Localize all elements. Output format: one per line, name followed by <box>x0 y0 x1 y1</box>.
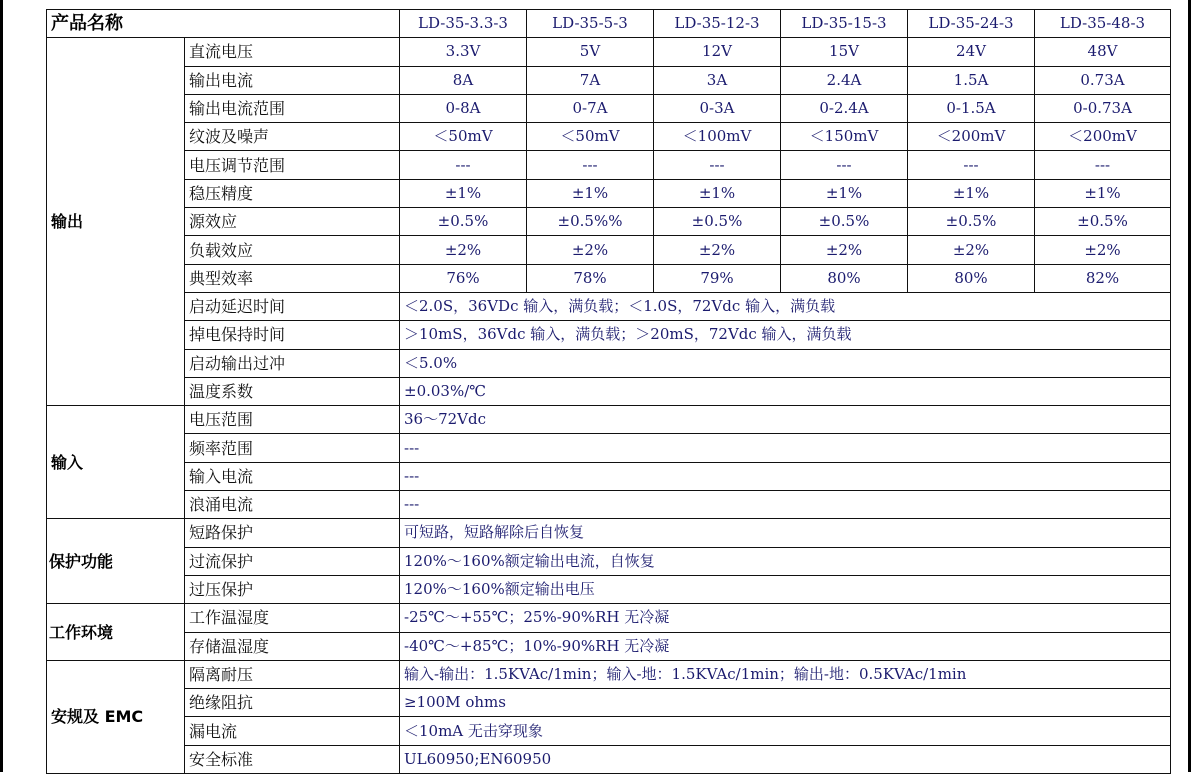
table-cell: ±2% <box>654 236 781 264</box>
table-cell: ±2% <box>400 236 527 264</box>
table-cell: ±1% <box>654 179 781 207</box>
table-row <box>47 491 1171 519</box>
table-cell: ＜100mV <box>654 123 781 151</box>
row-label: 典型效率 <box>185 264 400 292</box>
table-cell: -25℃～+55℃；25%-90%RH 无冷凝 <box>400 604 1171 632</box>
table-row <box>47 208 1171 236</box>
table-cell: ±1% <box>1035 179 1171 207</box>
table-row <box>47 462 1171 490</box>
spec-table <box>46 9 1171 774</box>
table-cell: 0-2.4A <box>781 94 908 122</box>
table-cell: ±1% <box>781 179 908 207</box>
table-row <box>47 745 1171 773</box>
model-header: LD-35-15-3 <box>781 10 908 38</box>
row-label: 掉电保持时间 <box>185 321 400 349</box>
row-label: 稳压精度 <box>185 179 400 207</box>
table-cell: 0-1.5A <box>908 94 1035 122</box>
row-label: 输出电流范围 <box>185 94 400 122</box>
table-cell: 2.4A <box>781 66 908 94</box>
table-row <box>47 38 1171 66</box>
row-label: 输出电流 <box>185 66 400 94</box>
table-cell: 48V <box>1035 38 1171 66</box>
table-cell: 82% <box>1035 264 1171 292</box>
row-label: 输入电流 <box>185 462 400 490</box>
row-label: 纹波及噪声 <box>185 123 400 151</box>
table-row <box>47 236 1171 264</box>
table-cell: 输入-输出：1.5KVAc/1min；输入-地：1.5KVAc/1min；输出-地：0.5KVAc/1min <box>400 660 1171 688</box>
table-cell: 0.73A <box>1035 66 1171 94</box>
row-label: 电压调节范围 <box>185 151 400 179</box>
table-cell: ＜200mV <box>908 123 1035 151</box>
table-row <box>47 632 1171 660</box>
table-cell: 120%～160%额定输出电压 <box>400 575 1171 603</box>
table-cell: 5V <box>527 38 654 66</box>
section-label-environment: 工作环境 <box>47 604 185 661</box>
table-row <box>47 406 1171 434</box>
table-cell: ±2% <box>781 236 908 264</box>
model-header: LD-35-5-3 <box>527 10 654 38</box>
model-header: LD-35-3.3-3 <box>400 10 527 38</box>
table-cell: ＜50mV <box>400 123 527 151</box>
table-cell: 120%～160%额定输出电流，自恢复 <box>400 547 1171 575</box>
table-row <box>47 377 1171 405</box>
row-label: 电压范围 <box>185 406 400 434</box>
table-cell: 0-3A <box>654 94 781 122</box>
table-cell: ±0.5% <box>400 208 527 236</box>
table-row <box>47 66 1171 94</box>
row-label: 源效应 <box>185 208 400 236</box>
table-cell: 78% <box>527 264 654 292</box>
table-cell: 24V <box>908 38 1035 66</box>
table-cell: 3.3V <box>400 38 527 66</box>
section-label-safety: 安规及 EMC <box>47 660 185 773</box>
table-row <box>47 151 1171 179</box>
table-cell: ±0.5% <box>908 208 1035 236</box>
table-cell: 12V <box>654 38 781 66</box>
row-label: 存储温湿度 <box>185 632 400 660</box>
table-row <box>47 264 1171 292</box>
table-cell: ±2% <box>527 236 654 264</box>
model-header: LD-35-24-3 <box>908 10 1035 38</box>
table-cell: UL60950;EN60950 <box>400 745 1171 773</box>
header-row <box>47 10 1171 38</box>
table-cell: --- <box>400 434 1171 462</box>
table-cell: ±2% <box>908 236 1035 264</box>
table-row <box>47 717 1171 745</box>
model-header: LD-35-12-3 <box>654 10 781 38</box>
row-label: 负载效应 <box>185 236 400 264</box>
row-label: 启动输出过冲 <box>185 349 400 377</box>
table-row <box>47 547 1171 575</box>
table-cell: ±1% <box>908 179 1035 207</box>
table-cell: ±0.5% <box>781 208 908 236</box>
table-row <box>47 689 1171 717</box>
row-label: 隔离耐压 <box>185 660 400 688</box>
table-cell: ±2% <box>1035 236 1171 264</box>
row-label: 过流保护 <box>185 547 400 575</box>
table-row <box>47 321 1171 349</box>
row-label: 工作温湿度 <box>185 604 400 632</box>
row-label: 短路保护 <box>185 519 400 547</box>
table-cell: ＜200mV <box>1035 123 1171 151</box>
table-cell: 79% <box>654 264 781 292</box>
model-header: LD-35-48-3 <box>1035 10 1171 38</box>
table-cell: 80% <box>908 264 1035 292</box>
table-cell: 80% <box>781 264 908 292</box>
row-label: 绝缘阻抗 <box>185 689 400 717</box>
table-cell: 3A <box>654 66 781 94</box>
table-cell: --- <box>400 151 527 179</box>
row-label: 启动延迟时间 <box>185 292 400 320</box>
row-label: 直流电压 <box>185 38 400 66</box>
table-cell: ±1% <box>527 179 654 207</box>
table-cell: 7A <box>527 66 654 94</box>
table-cell: ＜50mV <box>527 123 654 151</box>
table-cell: --- <box>781 151 908 179</box>
table-cell: ±1% <box>400 179 527 207</box>
table-cell: --- <box>527 151 654 179</box>
table-row <box>47 575 1171 603</box>
table-cell: -40℃～+85℃；10%-90%RH 无冷凝 <box>400 632 1171 660</box>
table-cell: 76% <box>400 264 527 292</box>
table-cell: 36～72Vdc <box>400 406 1171 434</box>
page-left-border <box>0 0 3 772</box>
table-cell: --- <box>908 151 1035 179</box>
table-cell: --- <box>400 462 1171 490</box>
table-row <box>47 604 1171 632</box>
table-row <box>47 519 1171 547</box>
row-label: 温度系数 <box>185 377 400 405</box>
table-cell: --- <box>1035 151 1171 179</box>
table-cell: ＜5.0% <box>400 349 1171 377</box>
row-label: 漏电流 <box>185 717 400 745</box>
table-cell: 8A <box>400 66 527 94</box>
table-cell: ±0.5% <box>1035 208 1171 236</box>
row-label: 过压保护 <box>185 575 400 603</box>
row-label: 安全标准 <box>185 745 400 773</box>
table-row <box>47 434 1171 462</box>
row-label: 浪涌电流 <box>185 491 400 519</box>
table-cell: ＞10mS，36Vdc 输入，满负载；＞20mS，72Vdc 输入，满负载 <box>400 321 1171 349</box>
table-cell: 可短路，短路解除后自恢复 <box>400 519 1171 547</box>
table-cell: ±0.5%% <box>527 208 654 236</box>
table-row <box>47 660 1171 688</box>
section-label-output: 输出 <box>47 38 185 406</box>
table-row <box>47 94 1171 122</box>
table-cell: 0-8A <box>400 94 527 122</box>
table-cell: ＜10mA 无击穿现象 <box>400 717 1171 745</box>
section-label-input: 输入 <box>47 406 185 519</box>
table-cell: ＜150mV <box>781 123 908 151</box>
table-row <box>47 179 1171 207</box>
table-row <box>47 292 1171 320</box>
table-cell: ≥100M ohms <box>400 689 1171 717</box>
table-cell: 1.5A <box>908 66 1035 94</box>
section-label-protection: 保护功能 <box>47 519 185 604</box>
product-name-header: 产品名称 <box>47 10 400 38</box>
table-cell: 0-7A <box>527 94 654 122</box>
table-cell: ±0.03%/℃ <box>400 377 1171 405</box>
table-row <box>47 349 1171 377</box>
table-cell: 15V <box>781 38 908 66</box>
table-cell: --- <box>400 491 1171 519</box>
row-label: 频率范围 <box>185 434 400 462</box>
table-cell: --- <box>654 151 781 179</box>
table-cell: ＜2.0S，36VDc 输入，满负载；＜1.0S，72Vdc 输入，满负载 <box>400 292 1171 320</box>
table-cell: ±0.5% <box>654 208 781 236</box>
table-cell: 0-0.73A <box>1035 94 1171 122</box>
table-row <box>47 123 1171 151</box>
